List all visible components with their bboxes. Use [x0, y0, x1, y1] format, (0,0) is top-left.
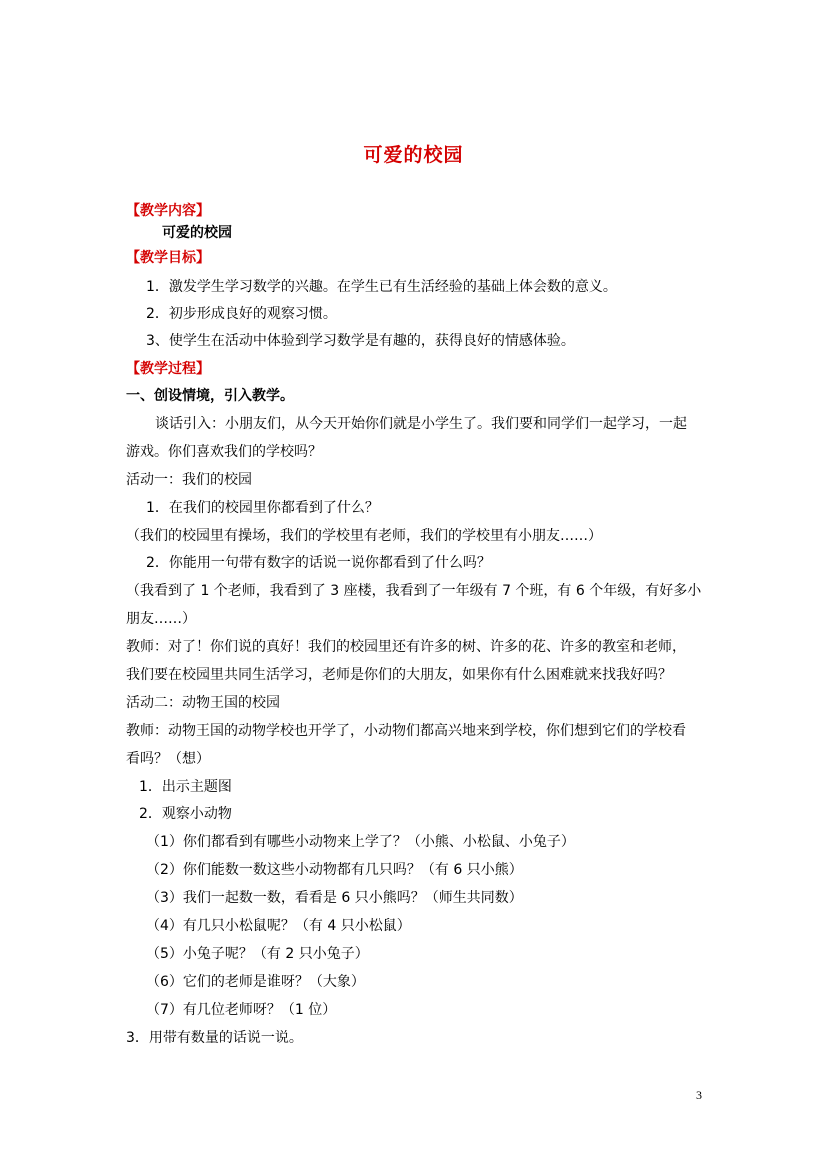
paragraph-line: 谈话引入：小朋友们，从今天开始你们就是小学生了。我们要和同学们一起学习，一起 — [155, 416, 687, 432]
process-step-heading: 一、创设情境，引入教学。 — [126, 388, 294, 404]
goal-item: 1．激发学生学习数学的兴趣。在学生已有生活经验的基础上体会数的意义。 — [146, 279, 617, 295]
section-heading-process: 【教学过程】 — [126, 361, 210, 377]
paragraph-line: 朋友……） — [126, 611, 196, 627]
sub-list-item: （1）你们都看到有哪些小动物来上学了？（小熊、小松鼠、小兔子） — [146, 834, 575, 850]
section-heading-content: 【教学内容】 — [126, 203, 210, 219]
section-heading-goals: 【教学目标】 — [126, 250, 210, 266]
activity-heading: 活动二：动物王国的校园 — [126, 695, 280, 711]
sub-list-item: （5）小兔子呢？（有 2 只小兔子） — [146, 946, 369, 962]
paragraph-line: 教师：对了！你们说的真好！我们的校园里还有许多的树、许多的花、许多的教室和老师， — [126, 639, 686, 655]
content-text: 可爱的校园 — [162, 225, 232, 241]
goal-item: 2．初步形成良好的观察习惯。 — [146, 306, 337, 322]
paragraph-line: 游戏。你们喜欢我们的学校吗？ — [126, 444, 322, 460]
document-title: 可爱的校园 — [363, 144, 464, 166]
goal-item: 3、使学生在活动中体验到学习数学是有趣的，获得良好的情感体验。 — [146, 333, 575, 349]
paragraph-line: （我们的校园里有操场，我们的学校里有老师，我们的学校里有小朋友……） — [126, 528, 602, 544]
sub-list-item: （3）我们一起数一数，看看是 6 只小熊吗？（师生共同数） — [146, 890, 523, 906]
paragraph-line: （我看到了 1 个老师，我看到了 3 座楼，我看到了一年级有 7 个班，有 6 个年级，有好多小 — [126, 583, 702, 599]
page-number: 3 — [696, 1088, 702, 1102]
sub-list-item: （7）有几位老师呀？（1 位） — [146, 1002, 337, 1018]
sub-list-item: （2）你们能数一数这些小动物都有几只吗？（有 6 只小熊） — [146, 862, 523, 878]
sub-list-item: （4）有几只小松鼠呢？（有 4 只小松鼠） — [146, 918, 411, 934]
list-item: 1．出示主题图 — [139, 779, 232, 795]
paragraph-line: 看吗？（想） — [126, 751, 210, 767]
sub-list-item: （6）它们的老师是谁呀？（大象） — [146, 974, 365, 990]
activity-heading: 活动一：我们的校园 — [126, 472, 252, 488]
list-item: 2．观察小动物 — [139, 806, 232, 822]
paragraph-line: 我们要在校园里共同生活学习，老师是你们的大朋友，如果你有什么困难就来找我好吗？ — [126, 667, 672, 683]
paragraph-line: 1．在我们的校园里你都看到了什么？ — [146, 500, 379, 516]
list-item: 3．用带有数量的话说一说。 — [126, 1030, 303, 1046]
paragraph-line: 教师：动物王国的动物学校也开学了，小动物们都高兴地来到学校，你们想到它们的学校看 — [126, 723, 686, 739]
paragraph-line: 2．你能用一句带有数字的话说一说你都看到了什么吗？ — [146, 555, 491, 571]
